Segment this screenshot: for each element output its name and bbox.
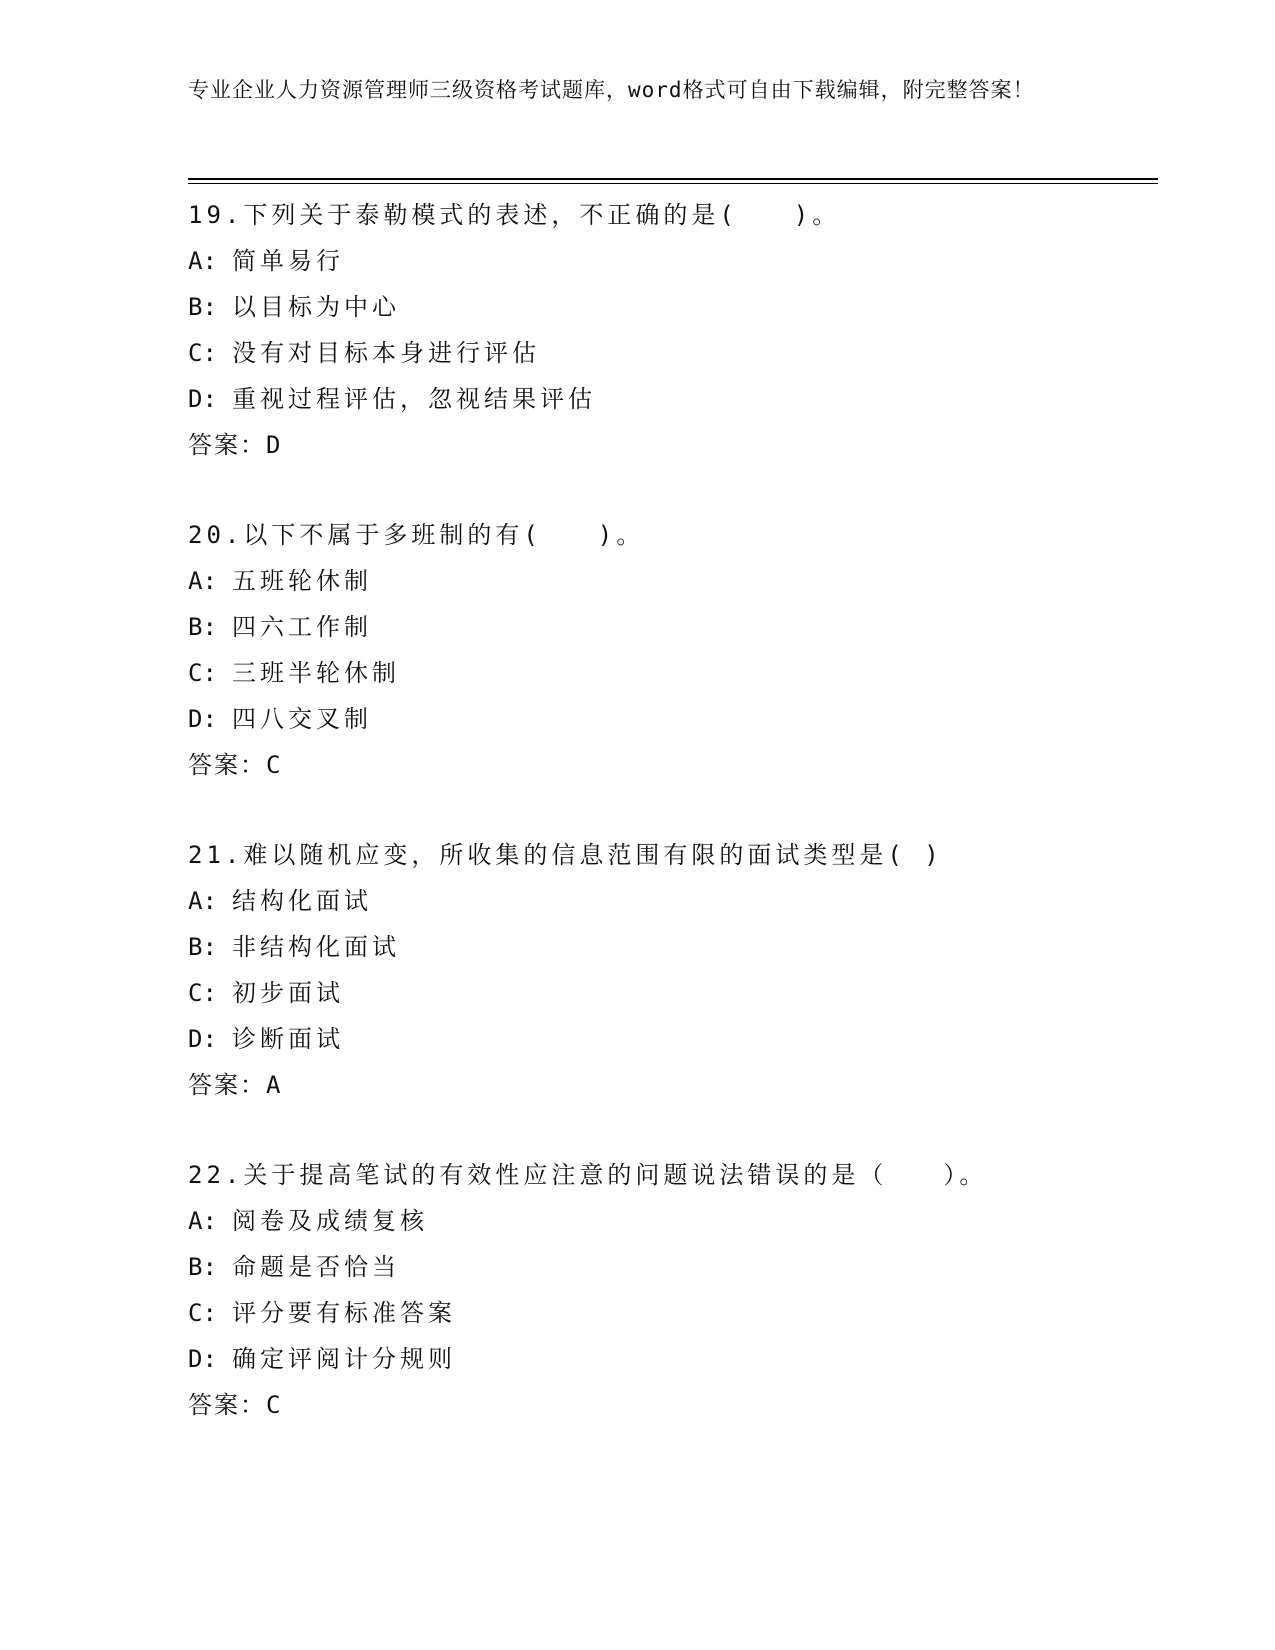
option-label: B:: [188, 1253, 217, 1281]
option-b: [188, 604, 1158, 650]
option-text: 初步面试: [232, 979, 344, 1007]
option-text: 重视过程评估，忽视结果评估: [232, 385, 596, 413]
option-label: C:: [188, 339, 217, 367]
option-label: C:: [188, 1299, 217, 1327]
question-21: [188, 832, 1158, 1108]
question-20: [188, 512, 1158, 788]
answer-line: [188, 742, 1158, 788]
option-text: 五班轮休制: [232, 567, 372, 595]
document-header: 专业企业人力资源管理师三级资格考试题库，word格式可自由下载编辑，附完整答案！: [188, 78, 1035, 102]
option-d: [188, 376, 1158, 422]
answer-line: [188, 1382, 1158, 1428]
question-19: [188, 192, 1158, 468]
option-text: 命题是否恰当: [232, 1253, 400, 1281]
option-b: [188, 924, 1158, 970]
option-text: 三班半轮休制: [232, 659, 400, 687]
option-c: [188, 330, 1158, 376]
option-text: 非结构化面试: [232, 933, 400, 961]
answer-label: 答案：: [188, 1391, 266, 1419]
question-22: [188, 1152, 1158, 1428]
question-list: [188, 192, 1158, 1472]
option-d: [188, 696, 1158, 742]
option-text: 结构化面试: [232, 887, 372, 915]
option-label: B:: [188, 293, 217, 321]
answer-value: D: [266, 431, 281, 459]
option-text: 四八交叉制: [232, 705, 372, 733]
answer-label: 答案：: [188, 431, 266, 459]
option-label: B:: [188, 933, 217, 961]
option-label: D:: [188, 705, 217, 733]
option-a: [188, 878, 1158, 924]
option-label: D:: [188, 1345, 217, 1373]
option-text: 四六工作制: [232, 613, 372, 641]
option-text: 简单易行: [232, 247, 344, 275]
question-stem: 22.关于提高笔试的有效性应注意的问题说法错误的是（ ）。: [188, 1161, 988, 1189]
option-label: D:: [188, 1025, 217, 1053]
option-c: [188, 1290, 1158, 1336]
option-label: A:: [188, 887, 217, 915]
option-a: [188, 1198, 1158, 1244]
option-text: 确定评阅计分规则: [232, 1345, 456, 1373]
option-label: C:: [188, 979, 217, 1007]
option-b: [188, 284, 1158, 330]
question-stem: 19.下列关于泰勒模式的表述，不正确的是( )。: [188, 201, 841, 229]
option-c: [188, 970, 1158, 1016]
question-stem: 21.难以随机应变，所收集的信息范围有限的面试类型是( ): [188, 841, 943, 869]
option-a: [188, 238, 1158, 284]
header-divider: [188, 178, 1158, 184]
question-stem: 20.以下不属于多班制的有( )。: [188, 521, 645, 549]
option-text: 诊断面试: [232, 1025, 344, 1053]
option-text: 以目标为中心: [232, 293, 400, 321]
option-a: [188, 558, 1158, 604]
answer-label: 答案：: [188, 751, 266, 779]
option-label: D:: [188, 385, 217, 413]
option-b: [188, 1244, 1158, 1290]
answer-label: 答案：: [188, 1071, 266, 1099]
option-label: A:: [188, 247, 217, 275]
option-label: A:: [188, 1207, 217, 1235]
option-d: [188, 1016, 1158, 1062]
option-label: C:: [188, 659, 217, 687]
option-c: [188, 650, 1158, 696]
option-label: B:: [188, 613, 217, 641]
answer-value: A: [266, 1071, 281, 1099]
option-text: 评分要有标准答案: [232, 1299, 456, 1327]
answer-value: C: [266, 751, 281, 779]
option-text: 没有对目标本身进行评估: [232, 339, 540, 367]
option-text: 阅卷及成绩复核: [232, 1207, 428, 1235]
answer-value: C: [266, 1391, 281, 1419]
option-label: A:: [188, 567, 217, 595]
answer-line: [188, 422, 1158, 468]
option-d: [188, 1336, 1158, 1382]
answer-line: [188, 1062, 1158, 1108]
